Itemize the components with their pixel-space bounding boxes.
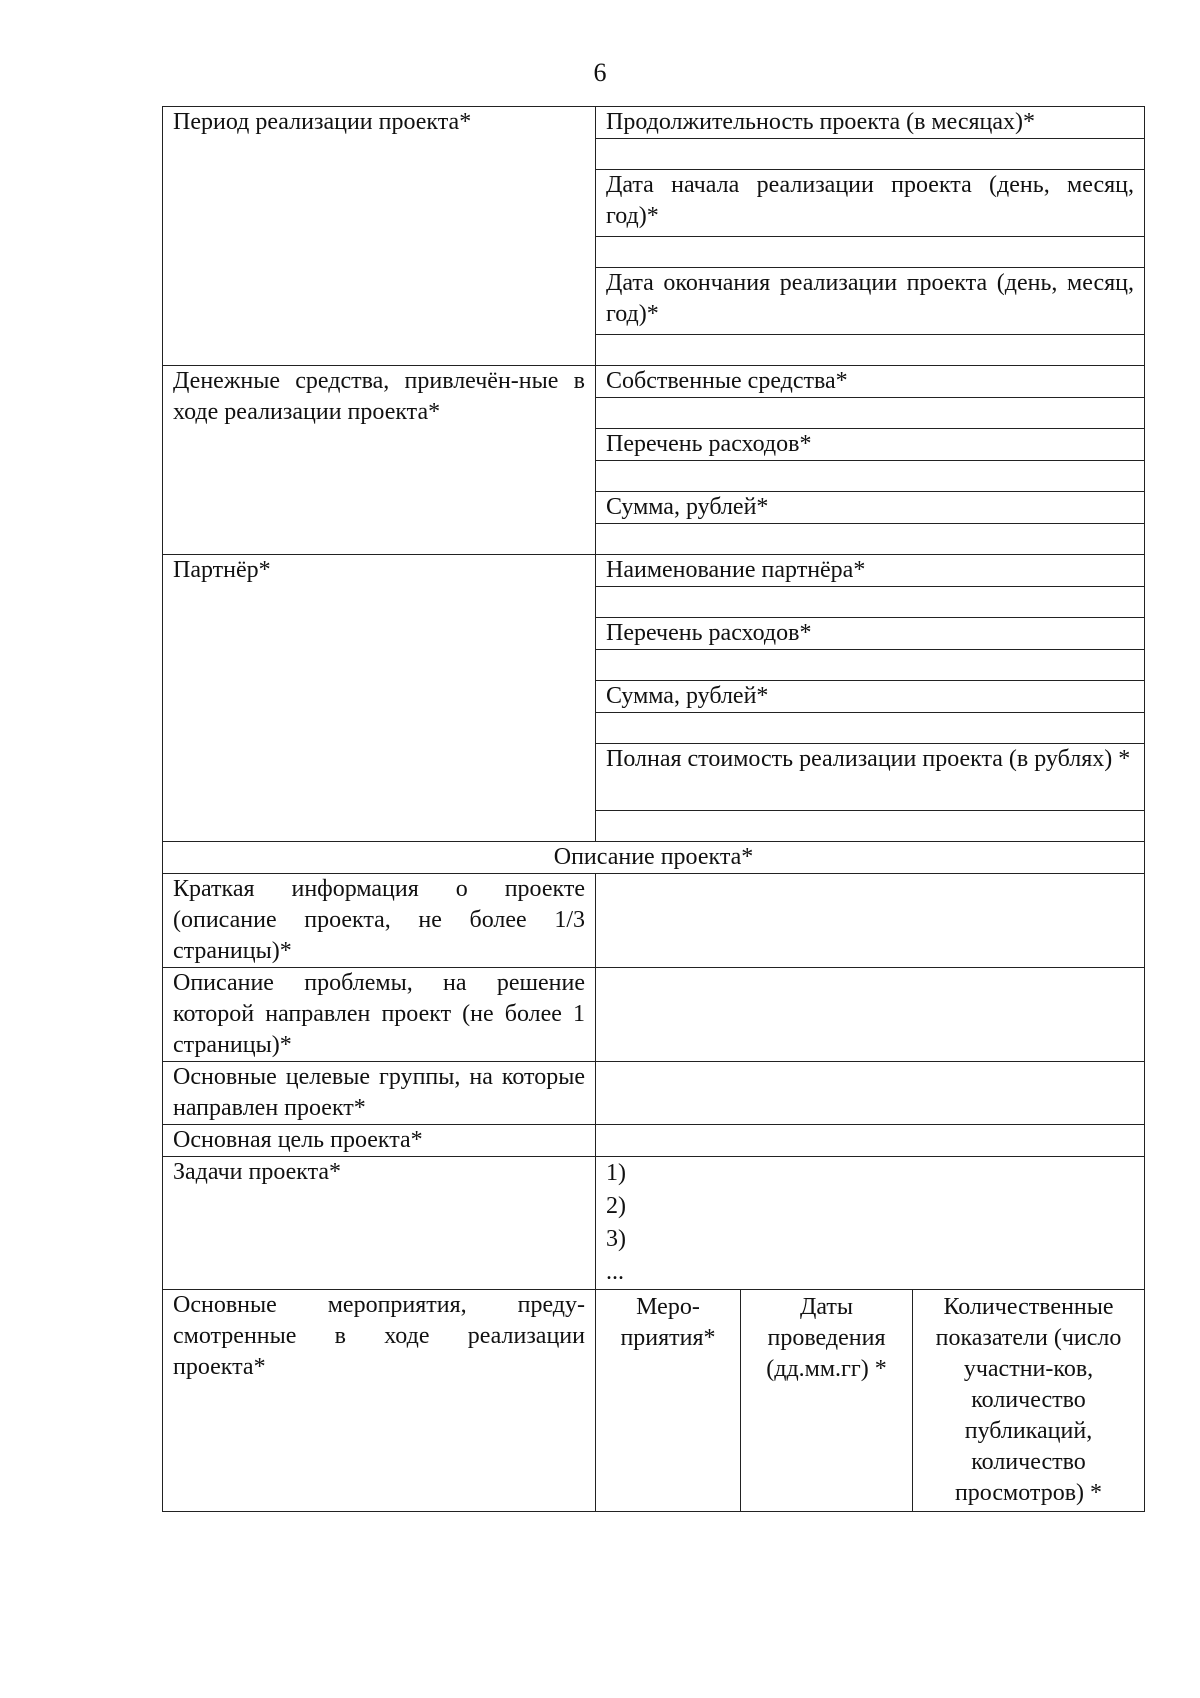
- end-date-label-cell: [596, 268, 1145, 335]
- funds-sum-label-cell: [596, 492, 1145, 524]
- funds-sum-label: Сумма, рублей*: [606, 494, 769, 520]
- description-header-cell: [163, 842, 1145, 874]
- funds-expenses-label: Перечень расходов*: [606, 431, 812, 457]
- duration-label-cell: [596, 107, 1145, 139]
- goal-label-cell: [163, 1125, 596, 1157]
- funds-expenses-value-field[interactable]: [596, 461, 1145, 492]
- partner-expenses-label-cell: [596, 618, 1145, 650]
- partner-name-label: Наименование партнёра*: [606, 557, 866, 583]
- task-item-more: ...: [606, 1259, 624, 1285]
- task-item-1: 1): [606, 1160, 626, 1186]
- task-item-3: 3): [606, 1226, 626, 1252]
- start-date-label: Дата начала реализации проекта (день, месяц, год)*: [606, 172, 1134, 229]
- goal-label: Основная цель проекта*: [173, 1127, 423, 1153]
- brief-label-cell: [163, 874, 596, 968]
- target-groups-label: Основные целевые группы, на которые направлен проект*: [173, 1064, 585, 1121]
- funds-expenses-label-cell: [596, 429, 1145, 461]
- task-item-2: 2): [606, 1193, 626, 1219]
- period-label-cell: [163, 107, 596, 366]
- own-funds-label: Собственные средства*: [606, 368, 848, 394]
- events-col-events-header: Меро-приятия*: [620, 1294, 716, 1351]
- events-col-dates-cell: [741, 1290, 913, 1512]
- duration-value-field[interactable]: [596, 139, 1145, 170]
- events-col-events-cell: [596, 1290, 741, 1512]
- total-cost-value-field[interactable]: [596, 811, 1145, 842]
- goal-value-field[interactable]: [596, 1125, 1145, 1157]
- target-groups-label-cell: [163, 1062, 596, 1125]
- events-col-metrics-header: Количественные показатели (число участни-ков, количество публикаций, количество просмотров) *: [935, 1294, 1122, 1506]
- own-funds-label-cell: [596, 366, 1145, 398]
- total-cost-label: Полная стоимость реализации проекта (в рублях) *: [606, 746, 1131, 772]
- partner-name-label-cell: [596, 555, 1145, 587]
- funds-sum-value-field[interactable]: [596, 524, 1145, 555]
- own-funds-value-field[interactable]: [596, 398, 1145, 429]
- events-col-dates-header: Даты проведения (дд.мм.гг) *: [766, 1294, 887, 1382]
- problem-value-field[interactable]: [596, 968, 1145, 1062]
- problem-label-cell: [163, 968, 596, 1062]
- partner-sum-value-field[interactable]: [596, 713, 1145, 744]
- application-form-table: [162, 106, 1145, 1512]
- brief-value-field[interactable]: [596, 874, 1145, 968]
- target-groups-value-field[interactable]: [596, 1062, 1145, 1125]
- page-number: 6: [593, 58, 607, 87]
- end-date-label: Дата окончания реализации проекта (день, месяц, год)*: [606, 270, 1134, 327]
- tasks-label-cell: [163, 1157, 596, 1290]
- problem-label: Описание проблемы, на решение которой направлен проект (не более 1 страницы)*: [173, 970, 585, 1058]
- funds-label-cell: [163, 366, 596, 555]
- partner-sum-label: Сумма, рублей*: [606, 683, 769, 709]
- partner-label-cell: [163, 555, 596, 842]
- period-label: Период реализации проекта*: [173, 109, 472, 135]
- events-col-metrics-cell: [913, 1290, 1145, 1512]
- events-label-cell: [163, 1290, 596, 1512]
- partner-name-value-field[interactable]: [596, 587, 1145, 618]
- tasks-list[interactable]: [596, 1157, 1145, 1290]
- tasks-label: Задачи проекта*: [173, 1159, 342, 1185]
- events-label: Основные мероприятия, преду-смотренные в ходе реализации проекта*: [173, 1292, 585, 1380]
- duration-label: Продолжительность проекта (в месяцах)*: [606, 109, 1036, 135]
- partner-expenses-label: Перечень расходов*: [606, 620, 812, 646]
- partner-sum-label-cell: [596, 681, 1145, 713]
- end-date-value-field[interactable]: [596, 335, 1145, 366]
- total-cost-label-cell: [596, 744, 1145, 811]
- partner-expenses-value-field[interactable]: [596, 650, 1145, 681]
- partner-label: Партнёр*: [173, 557, 271, 583]
- description-header: Описание проекта*: [553, 844, 754, 870]
- start-date-value-field[interactable]: [596, 237, 1145, 268]
- start-date-label-cell: [596, 170, 1145, 237]
- brief-label: Краткая информация о проекте (описание проекта, не более 1/3 страницы)*: [173, 876, 585, 964]
- funds-label: Денежные средства, привлечён-ные в ходе реализации проекта*: [173, 368, 585, 425]
